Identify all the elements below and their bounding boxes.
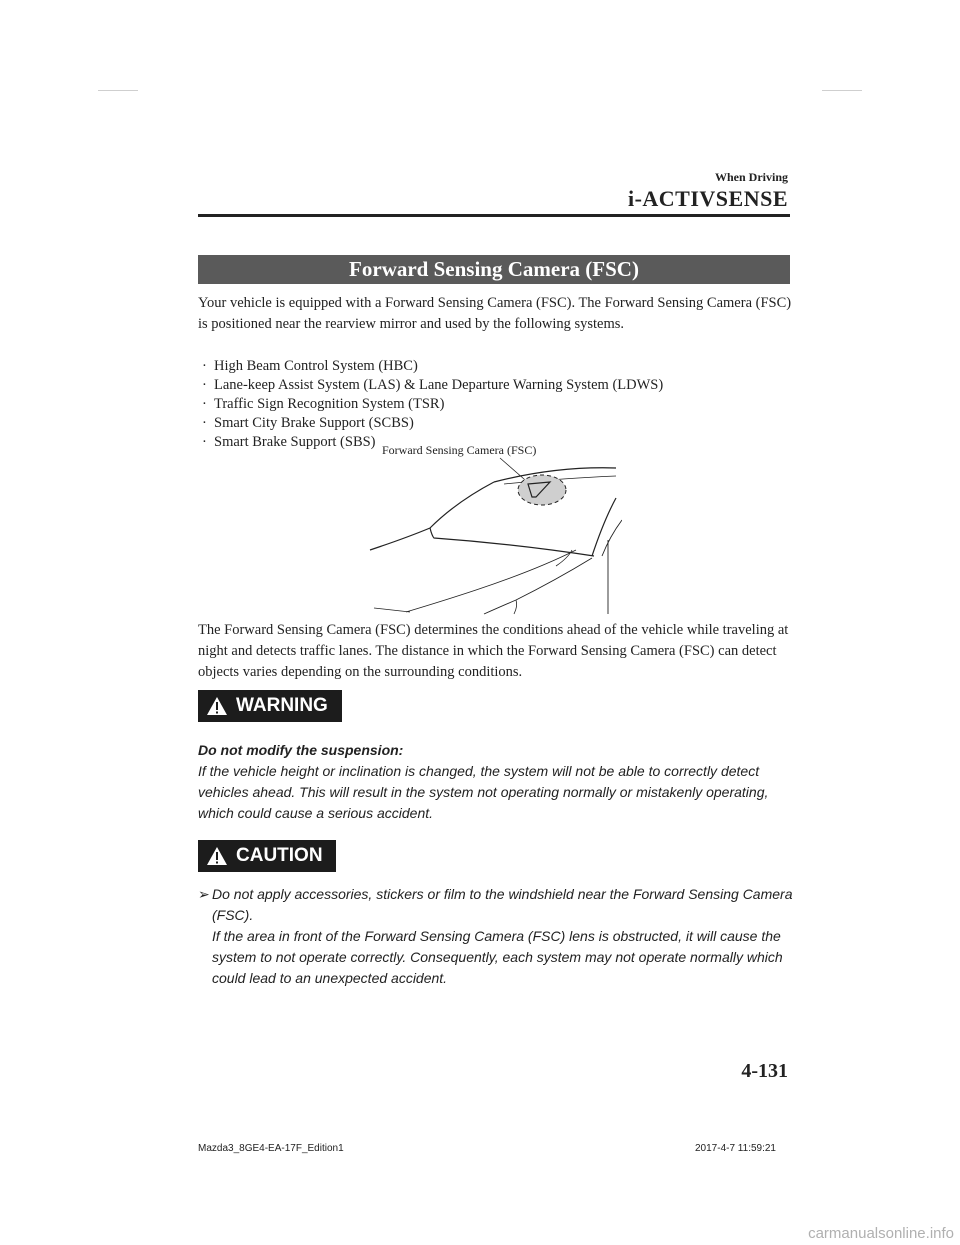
- warning-heading: Do not modify the suspension:: [198, 742, 404, 758]
- windshield-camera-illustration: [366, 440, 622, 616]
- list-item: · Lane-keep Assist System (LAS) & Lane Departure Warning System (LDWS): [202, 377, 664, 393]
- page-title: Forward Sensing Camera (FSC): [198, 255, 790, 284]
- warning-triangle-icon: [206, 696, 228, 716]
- footer-edition: Mazda3_8GE4-EA-17F_Edition1: [198, 1143, 344, 1154]
- caution-text-1: Do not apply accessories, stickers or film to the windshield near the Forward Sensing Camera (FSC).: [212, 886, 793, 923]
- bullet-marker: ·: [202, 377, 207, 393]
- footer-timestamp: 2017-4-7 11:59:21: [695, 1143, 776, 1154]
- caution-label: CAUTION: [236, 845, 323, 866]
- section-title: When Driving: [714, 170, 788, 184]
- chapter-title: i-ACTIVSENSE: [627, 186, 788, 211]
- list-item: · High Beam Control System (HBC): [202, 358, 418, 374]
- bullet-marker: ·: [202, 434, 207, 450]
- warning-label: WARNING: [236, 695, 328, 716]
- hood-line: [370, 528, 430, 550]
- list-item: · Smart City Brake Support (SCBS): [202, 415, 414, 431]
- crop-mark-right: [822, 90, 862, 91]
- warning-body: If the vehicle height or inclination is changed, the system will not be able to correctly detect vehicles ahead. This will result in the system not operating normally or mistakenly operating, which could cause a serious accident.: [198, 763, 769, 821]
- caution-triangle-icon: [206, 846, 228, 866]
- caution-text-2: If the area in front of the Forward Sensing Camera (FSC) lens is obstructed, it will cause the system to not operate correctly. Consequently, each system may not operate normally which could lead to an unexpected accident.: [212, 928, 783, 986]
- list-item: · Smart Brake Support (SBS): [202, 434, 376, 450]
- intro-paragraph: Your vehicle is equipped with a Forward Sensing Camera (FSC). The Forward Sensing Camera (FSC) is positioned near the rearview mirror and used by the following systems.: [198, 295, 792, 332]
- caution-arrow-icon: ➢: [198, 886, 210, 902]
- bullet-marker: ·: [202, 415, 207, 431]
- dashboard-line: [430, 528, 594, 556]
- list-item: · Traffic Sign Recognition System (TSR): [202, 396, 445, 412]
- watermark: carmanualsonline.info: [808, 1225, 954, 1242]
- header-rule: [198, 214, 790, 217]
- description-paragraph: The Forward Sensing Camera (FSC) determines the conditions ahead of the vehicle while traveling at night and detects traffic lanes. The distance in which the Forward Sensing Camera (FSC) can detect objects varies depending on the surrounding conditions.: [198, 622, 789, 680]
- caution-badge: [198, 840, 336, 872]
- systems-list: [202, 357, 663, 452]
- bullet-marker: ·: [202, 396, 207, 412]
- page-number: 4-131: [741, 1060, 788, 1082]
- warning-badge: [198, 690, 342, 722]
- illustration-label: Forward Sensing Camera (FSC): [382, 443, 537, 457]
- crop-mark-left: [98, 90, 138, 91]
- bullet-marker: ·: [202, 358, 207, 374]
- caution-item: [198, 884, 798, 989]
